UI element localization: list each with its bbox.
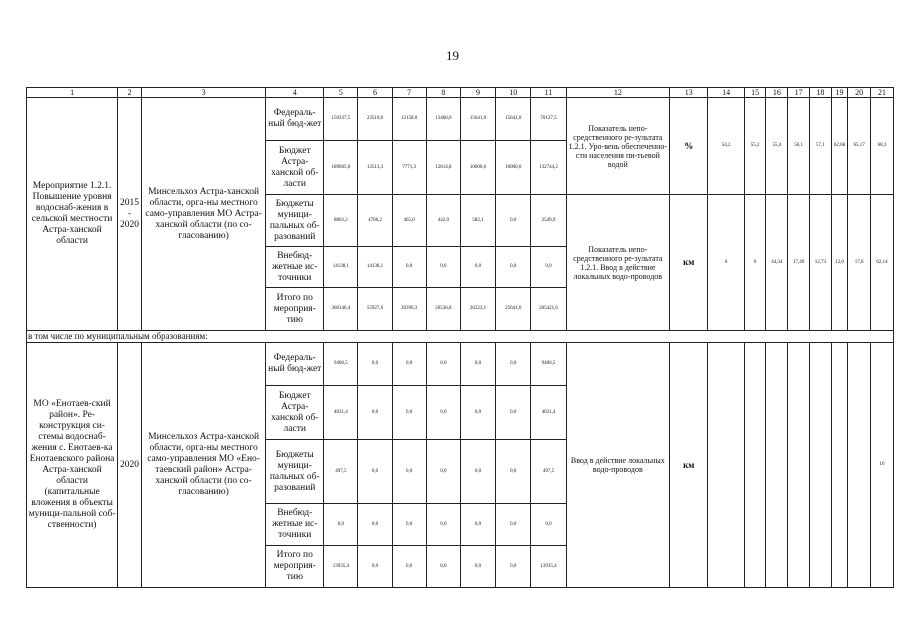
indicator-value: 17,49: [788, 195, 810, 331]
indicator-unit: %: [670, 98, 708, 195]
indicator-value: [708, 343, 744, 588]
amount-cell: 0,0: [426, 440, 460, 504]
amount-cell: 0,0: [496, 546, 531, 588]
funding-source: Бюджеты муници-пальных об-разований: [266, 440, 324, 504]
indicator-value: [766, 343, 788, 588]
indicator-value: [744, 343, 766, 588]
indicator-value: 44,34: [766, 195, 788, 331]
funding-source: Итого по мероприя-тию: [266, 546, 324, 588]
executor: Минсельхоз Астра-ханской области, орга-ны местного само-управления МО Астра-ханской области (по со-гласованию): [141, 98, 265, 331]
amount-cell: 0,0: [426, 546, 460, 588]
indicator-value: 56,1: [788, 98, 810, 195]
amount-cell: 0,0: [496, 386, 531, 440]
period: 2015 - 2020: [118, 98, 142, 331]
indicator-value: 17,8: [848, 195, 871, 331]
col-header: 16: [766, 88, 788, 98]
amount-cell: 582,1: [460, 195, 495, 247]
column-number-row: [27, 88, 894, 98]
col-header: 3: [141, 88, 265, 98]
col-header: 10: [496, 88, 531, 98]
indicator-value: 55,2: [744, 98, 766, 195]
indicator-name: Ввод в действие локальных водо-проводов: [566, 343, 670, 588]
program-table: [26, 87, 894, 588]
amount-cell: 8803,2: [324, 195, 358, 247]
indicator-unit: км: [670, 195, 708, 331]
amount-cell: 15641,0: [496, 98, 531, 141]
amount-cell: 0,0: [460, 546, 495, 588]
amount-cell: 13460,0: [426, 98, 460, 141]
col-header: 2: [118, 88, 142, 98]
amount-cell: 0,0: [358, 440, 392, 504]
amount-cell: 70127,5: [531, 98, 566, 141]
indicator-value: 12,73: [809, 195, 831, 331]
indicator-value: [788, 343, 810, 588]
col-header: 4: [266, 88, 324, 98]
amount-cell: 0,0: [496, 440, 531, 504]
amount-cell: 13935,4: [324, 546, 358, 588]
activity-name: МО «Енотаев-ский район». Ре-конструкция си-стемы водоснаб-жения с. Енотаев-ка Енотаевского района Астра-ханской области (капитальные вложения в объекты муници-пальной соб-ственности): [27, 343, 118, 588]
indicator-value: 65,17: [848, 98, 871, 195]
amount-cell: 0,0: [460, 386, 495, 440]
indicator-value: [848, 343, 871, 588]
amount-cell: 0,0: [531, 504, 566, 546]
amount-cell: 13935,4: [531, 546, 566, 588]
col-header: 8: [426, 88, 460, 98]
col-header: 5: [324, 88, 358, 98]
amount-cell: 9406,5: [531, 343, 566, 386]
indicator-value: [809, 343, 831, 588]
page-number: 19: [446, 48, 459, 63]
amount-cell: 132744,2: [531, 141, 566, 195]
amount-cell: 55927,6: [358, 288, 392, 331]
indicator-value: 12,0: [831, 195, 848, 331]
amount-cell: 0,0: [358, 386, 392, 440]
funding-source: Бюджет Астра-ханской об-ласти: [266, 141, 324, 195]
amount-cell: 189665,6: [324, 141, 358, 195]
amount-cell: 0,0: [392, 386, 426, 440]
col-header: 6: [358, 88, 392, 98]
amount-cell: 0,0: [358, 504, 392, 546]
table-row: [27, 98, 894, 141]
amount-cell: 25641,0: [496, 288, 531, 331]
indicator-value: 62,14: [871, 195, 894, 331]
col-header: 9: [460, 88, 495, 98]
col-header: 14: [708, 88, 744, 98]
indicator-value: 57,1: [809, 98, 831, 195]
funding-source: Итого по мероприя-тию: [266, 288, 324, 331]
funding-source: Внебюд-жетные ис-точники: [266, 247, 324, 288]
col-header: 18: [809, 88, 831, 98]
amount-cell: 0,0: [392, 343, 426, 386]
indicator-name: Показатель непо-средственного ре-зультата 1.2.1. Уро-вень обеспеченно-сти населения пи-тьевой водой: [566, 98, 670, 195]
amount-cell: 0,0: [426, 386, 460, 440]
amount-cell: 0,0: [392, 247, 426, 288]
amount-cell: 0,0: [358, 343, 392, 386]
indicator-value: 68,3: [871, 98, 894, 195]
amount-cell: 442,0: [426, 195, 460, 247]
amount-cell: 15641,0: [460, 98, 495, 141]
amount-cell: 465,0: [392, 195, 426, 247]
col-header: 1: [27, 88, 118, 98]
section-row: [27, 331, 894, 343]
amount-cell: 0,0: [496, 343, 531, 386]
col-header: 21: [871, 88, 894, 98]
funding-source: Бюджет Астра-ханской об-ласти: [266, 386, 324, 440]
amount-cell: 2549,9: [531, 195, 566, 247]
indicator-value: 0: [708, 195, 744, 331]
col-header: 19: [831, 88, 848, 98]
amount-cell: 4031,4: [531, 386, 566, 440]
amount-cell: 0,0: [496, 247, 531, 288]
amount-cell: 0,0: [531, 247, 566, 288]
funding-source: Внебюд-жетные ис-точники: [266, 504, 324, 546]
col-header: 12: [566, 88, 670, 98]
amount-cell: 7771,3: [392, 141, 426, 195]
amount-cell: 14138,1: [358, 247, 392, 288]
activity-name: Мероприятие 1.2.1. Повышение уровня водоснаб-жения в сельской местности Астра-ханской области: [27, 98, 118, 331]
col-header: 15: [744, 88, 766, 98]
amount-cell: 497,5: [324, 440, 358, 504]
amount-cell: 0,0: [324, 504, 358, 546]
amount-cell: 0,0: [460, 504, 495, 546]
indicator-value: [831, 343, 848, 588]
funding-source: Бюджеты муници-пальных об-разований: [266, 195, 324, 247]
table-row: [27, 343, 894, 386]
amount-cell: 10000,0: [496, 141, 531, 195]
amount-cell: 0,0: [392, 546, 426, 588]
indicator-unit: км: [670, 343, 708, 588]
amount-cell: 0,0: [496, 195, 531, 247]
period: 2020: [118, 343, 142, 588]
amount-cell: 0,0: [392, 504, 426, 546]
amount-cell: 20396,3: [392, 288, 426, 331]
amount-cell: 0,0: [392, 440, 426, 504]
col-header: 7: [392, 88, 426, 98]
amount-cell: 360146,4: [324, 288, 358, 331]
amount-cell: 150337,5: [324, 98, 358, 141]
section-label: в том числе по муниципальным образованиям:: [27, 331, 894, 343]
amount-cell: 0,0: [358, 546, 392, 588]
amount-cell: 0,0: [426, 343, 460, 386]
amount-cell: 26223,1: [460, 288, 495, 331]
amount-cell: 4031,4: [324, 386, 358, 440]
amount-cell: 0,0: [460, 440, 495, 504]
amount-cell: 0,0: [496, 504, 531, 546]
amount-cell: 0,0: [460, 247, 495, 288]
amount-cell: 205421,6: [531, 288, 566, 331]
col-header: 20: [848, 88, 871, 98]
indicator-value: 62,68: [831, 98, 848, 195]
amount-cell: 4766,2: [358, 195, 392, 247]
indicator-value: 0: [744, 195, 766, 331]
amount-cell: 0,0: [426, 247, 460, 288]
col-header: 11: [531, 88, 566, 98]
amount-cell: 26536,8: [426, 288, 460, 331]
amount-cell: 0,0: [460, 343, 495, 386]
indicator-value: 54,2: [708, 98, 744, 195]
amount-cell: 14138,1: [324, 247, 358, 288]
amount-cell: 12614,8: [426, 141, 460, 195]
amount-cell: 12158,0: [392, 98, 426, 141]
amount-cell: 9406,5: [324, 343, 358, 386]
amount-cell: 23510,0: [358, 98, 392, 141]
indicator-value: 10: [871, 343, 894, 588]
amount-cell: 0,0: [426, 504, 460, 546]
executor: Минсельхоз Астра-ханской области, орга-ны местного само-управления МО «Ено-таевский район» Астра-ханской области (по со-гласованию): [141, 343, 265, 588]
amount-cell: 13513,3: [358, 141, 392, 195]
amount-cell: 10000,0: [460, 141, 495, 195]
indicator-name: Показатель непо-средственного ре-зультата 1.2.1. Ввод в действие локальных водо-проводов: [566, 195, 670, 331]
indicator-value: 55,4: [766, 98, 788, 195]
amount-cell: 497,5: [531, 440, 566, 504]
funding-source: Федераль-ный бюд-жет: [266, 98, 324, 141]
col-header: 13: [670, 88, 708, 98]
funding-source: Федераль-ный бюд-жет: [266, 343, 324, 386]
col-header: 17: [788, 88, 810, 98]
